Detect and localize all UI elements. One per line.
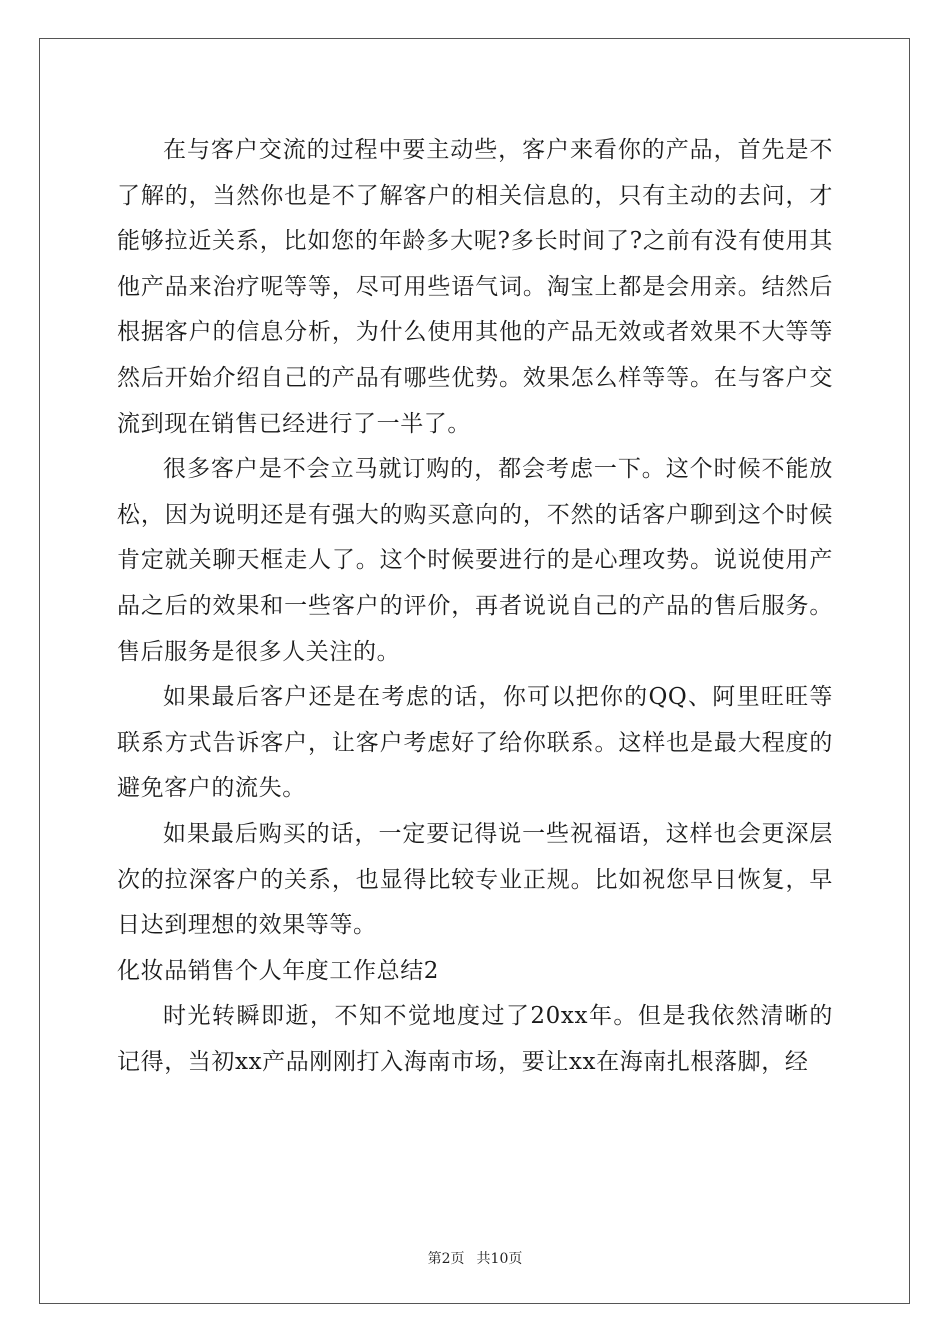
paragraph-4: 如果最后购买的话，一定要记得说一些祝福语，这样也会更深层次的拉深客户的关系，也显得比较专业正规。比如祝您早日恢复，早日达到理想的效果等等。 [117, 820, 833, 939]
page-total: 共10页 [476, 1251, 523, 1267]
paragraph-3: 如果最后客户还是在考虑的话，你可以把你的QQ、阿里旺旺等联系方式告诉客户，让客户考虑好了给你联系。这样也是最大程度的避免客户的流失。 [117, 684, 833, 802]
section-heading: 化妆品销售个人年度工作总结2 [117, 957, 440, 984]
page-number: 第2页 [427, 1251, 465, 1267]
page-footer [0, 1248, 950, 1268]
section-paragraph-1: 时光转瞬即逝，不知不觉地度过了20xx年。但是我依然清晰的记得，当初xx产品刚刚打入海南市场，要让xx在海南扎根落脚，经 [117, 1003, 833, 1075]
document-body [117, 128, 833, 1085]
paragraph-2: 很多客户是不会立马就订购的，都会考虑一下。这个时候不能放松，因为说明还是有强大的购买意向的，不然的话客户聊到这个时候肯定就关聊天框走人了。这个时候要进行的是心理攻势。说说使用产品之后的效果和一些客户的评价，再者说说自己的产品的售后服务。售后服务是很多人关注的。 [117, 456, 833, 665]
paragraph-1: 在与客户交流的过程中要主动些，客户来看你的产品，首先是不了解的，当然你也是不了解客户的相关信息的，只有主动的去问，才能够拉近关系，比如您的年龄多大呢?多长时间了?之前有没有使用其他产品来治疗呢等等，尽可用些语气词。淘宝上都是会用亲。结然后根据客户的信息分析，为什么使用其他的产品无效或者效果不大等等然后开始介绍自己的产品有哪些优势。效果怎么样等等。在与客户交流到现在销售已经进行了一半了。 [117, 137, 833, 437]
